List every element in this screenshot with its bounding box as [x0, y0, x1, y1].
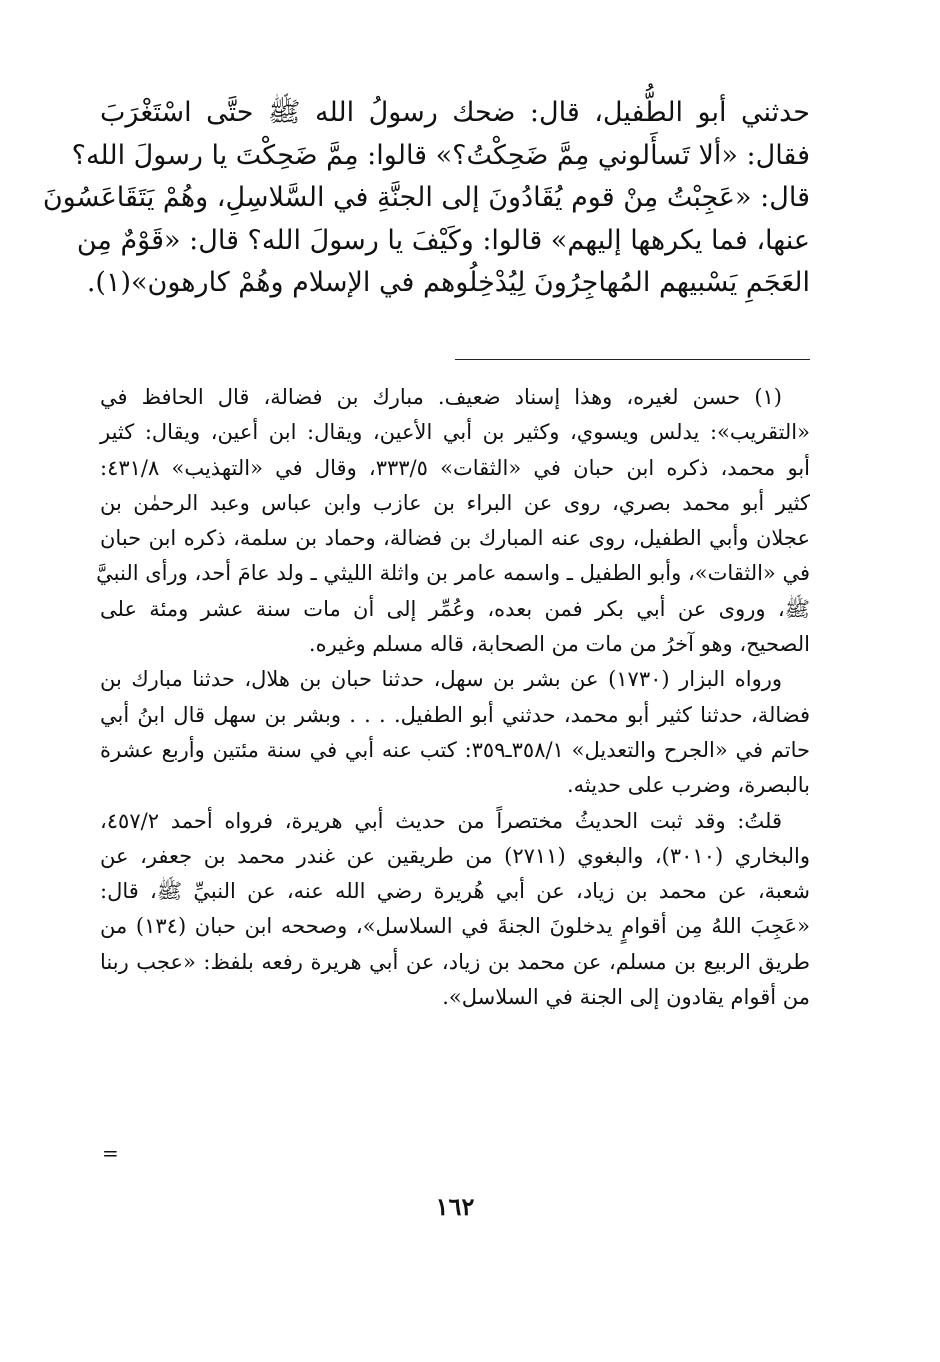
footnote-paragraph [96, 380, 811, 662]
footnotes [96, 380, 811, 1015]
main-text-line: عنها، فما يكرهها إليهم» قالوا: وكَيْفَ يا رسولَ الله؟ قال: «قَوْمٌ مِن [76, 224, 810, 256]
footnote-line: (١) حسن لغيره، وهذا إسناد ضعيف. مبارك بن فضالة، قال الحافظ في [100, 385, 782, 409]
footnote-line: فضالة، حدثنا كثير أبو محمد، حدثني أبو الطفيل. . . . وبشر بن سهل قال ابنُ أبي [100, 702, 810, 727]
continuation-mark: = [102, 1141, 119, 1165]
footnote-line: طريق الربيع بن مسلم، عن محمد بن زياد، عن أبي هريرة رفعه بلفظ: «عجب ربنا [100, 949, 810, 974]
footnote-line: «التقريب»: يدلس ويسوي، وكثير بن أبي الأعين، ويقال: ابن أعين، ويقال: كثير [100, 420, 810, 445]
main-text-line: العَجَمِ يَسْبيهم المُهاجِرُونَ لِيُدْخِلُوهم في الإسلام وهُمْ كارهون»(١). [86, 267, 810, 298]
footnote-line: في «الثقات»، وأبو الطفيل ـ واسمه عامر بن واثلة الليثي ـ ولد عامَ أحد، ورأى النبيَّ [96, 561, 810, 586]
footnote-line: بالبصرة، وضرب على حديثه. [566, 773, 810, 798]
footnote-line: عجلان وأبي الطفيل، روى عنه المبارك بن فضالة، وحماد بن سلمة، ذكره ابن حبان [100, 526, 810, 551]
footnote-line: من أقوام يقادون إلى الجنة في السلاسل». [442, 985, 810, 1010]
book-page [42, 92, 811, 1272]
footnote-paragraph [100, 804, 810, 1016]
footnote-line: ورواه البزار (١٧٣٠) عن بشر بن سهل، حدثنا حبان بن هلال، حدثنا مبارك بن [100, 667, 783, 692]
footnote-paragraph [100, 662, 810, 803]
footnote-line: والبخاري (٣٠١٠)، والبغوي (٢٧١١) من طريقين عن غندر محمد بن جعفر، عن [100, 843, 810, 868]
main-text-line: قال: «عَجِبْتُ مِنْ قوم يُقَادُونَ إلى الجنَّةِ في السَّلاسِلِ، وهُمْ يَتَقَاعَسُونَ [42, 182, 810, 213]
page-number: ١٦٢ [435, 1192, 475, 1221]
footnote-line: كثير أبو محمد بصري، روى عن البراء بن عازب وابن عباس وعبد الرحمٰن بن [100, 490, 810, 515]
footnote-separator [455, 359, 810, 360]
footnote-line: شعبة، عن محمد بن زياد، عن أبي هُريرة رضي الله عنه، عن النبيِّ ﷺ، قال: [100, 879, 810, 904]
footnote-line: ﷺ، وروى عن أبي بكر فمن بعده، وعُمِّر إلى أن مات سنة عشر ومئة على [100, 596, 810, 621]
main-text-line: فقال: «ألا تَسأَلوني مِمَّ ضَحِكْتُ؟» قالوا: مِمَّ ضَحِكْتَ يا رسولَ الله؟ [71, 139, 810, 171]
footnote-line: قلتُ: وقد ثبت الحديثُ مختصراً من حديث أبي هريرة، فرواه أحمد ٤٥٧/٢، [100, 808, 782, 833]
footnote-line: أبو محمد، ذكره ابن حبان في «الثقات» ٣٣٣/٥، وقال في «التهذيب» ٤٣١/٨: [100, 455, 811, 480]
main-text-line: حدثني أبو الطُّفيل، قال: ضحك رسولُ الله ﷺ حتَّى اسْتَغْرَبَ [100, 97, 810, 128]
footnote-line: الصحيح، وهو آخرُ من مات من الصحابة، قاله مسلم وغيره. [308, 632, 810, 657]
footnote-line: حاتم في «الجرح والتعديل» ٣٥٨/١ـ٣٥٩: كتب عنه أبي في سنة مئتين وأربع عشرة [100, 737, 810, 762]
main-text [42, 92, 810, 347]
footnote-line: «عَجِبَ اللهُ مِن أقوامٍ يدخلونَ الجنةَ في السلاسل»، وصححه ابن حبان (١٣٤) من [100, 914, 810, 939]
